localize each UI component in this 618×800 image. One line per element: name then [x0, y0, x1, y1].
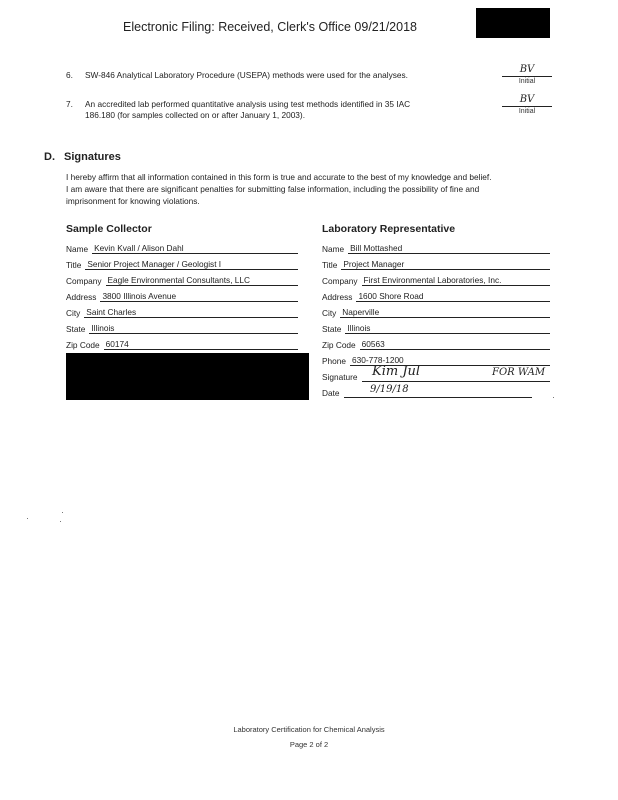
collector-address-field[interactable] — [66, 289, 298, 302]
lab-company-label: Company — [322, 276, 358, 286]
collector-state-field[interactable] — [66, 321, 298, 334]
collector-title-field[interactable] — [66, 257, 298, 270]
collector-address-value: 3800 Illinois Avenue — [100, 291, 298, 302]
scan-speck — [553, 397, 554, 398]
lab-phone-field[interactable] — [322, 353, 550, 366]
lab-zip-field[interactable] — [322, 337, 550, 350]
lab-company-field[interactable] — [322, 273, 550, 286]
collector-title-label: Title — [66, 260, 82, 270]
lab-name-field[interactable] — [322, 241, 550, 254]
lab-state-label: State — [322, 324, 342, 334]
collector-name-value: Kevin Kvall / Alison Dahl — [92, 243, 298, 254]
lab-company-value: First Environmental Laboratories, Inc. — [362, 275, 550, 286]
lab-date-label: Date — [322, 388, 340, 398]
lab-address-field[interactable] — [322, 289, 550, 302]
lab-phone-value: 630-778-1200 — [350, 355, 550, 366]
item-6-number: 6. — [66, 70, 73, 80]
lab-state-field[interactable] — [322, 321, 550, 334]
affirmation-line-2: I am aware that there are significant penalties for submitting false information, including the possibility of fine and — [66, 184, 480, 194]
collector-city-label: City — [66, 308, 81, 318]
lab-date-field[interactable] — [322, 385, 532, 398]
scan-speck — [62, 512, 63, 513]
lab-title-value: Project Manager — [341, 259, 550, 270]
collector-company-value: Eagle Environmental Consultants, LLC — [106, 275, 298, 286]
collector-company-label: Company — [66, 276, 102, 286]
collector-title-value: Senior Project Manager / Geologist I — [85, 259, 298, 270]
lab-title-label: Title — [322, 260, 338, 270]
lab-name-value: Bill Mottashed — [348, 243, 550, 254]
lab-city-field[interactable] — [322, 305, 550, 318]
footer-page-number: Page 2 of 2 — [289, 740, 329, 749]
collector-city-field[interactable] — [66, 305, 298, 318]
lab-date-value — [344, 397, 532, 398]
section-d-title: Signatures — [64, 151, 121, 163]
handwritten-signature-for: FOR WAM — [492, 367, 546, 378]
collector-name-field[interactable] — [66, 241, 298, 254]
collector-state-value: Illinois — [89, 323, 298, 334]
item-7-initial — [502, 94, 552, 115]
lab-address-label: Address — [322, 292, 353, 302]
affirmation-line-1: I hereby affirm that all information contained in this form is true and accurate to the best of my knowledge and belief. — [66, 172, 492, 182]
redaction-block-collector-signature — [66, 353, 309, 400]
redaction-block-top — [476, 8, 550, 38]
collector-company-field[interactable] — [66, 273, 298, 286]
lab-zip-label: Zip Code — [322, 340, 356, 350]
handwritten-date: 9/19/18 — [370, 384, 409, 395]
filing-stamp: Electronic Filing: Received, Clerk's Office 09/21/2018 — [123, 20, 417, 34]
item-7-initial-label: Initial — [518, 108, 536, 115]
lab-rep-heading: Laboratory Representative — [322, 223, 456, 235]
scan-speck — [60, 521, 61, 522]
collector-zip-value: 60174 — [104, 339, 298, 350]
item-7-initial-mark: BV — [502, 94, 552, 107]
collector-state-label: State — [66, 324, 86, 334]
lab-phone-label: Phone — [322, 356, 346, 366]
item-6-initial-mark: BV — [502, 64, 552, 77]
lab-signature-value — [362, 381, 550, 382]
collector-name-label: Name — [66, 244, 89, 254]
collector-address-label: Address — [66, 292, 97, 302]
item-6-initial — [502, 64, 552, 85]
lab-city-label: City — [322, 308, 337, 318]
item-7-text-line2: 186.180 (for samples collected on or after January 1, 2003). — [85, 110, 305, 120]
item-6-text: SW-846 Analytical Laboratory Procedure (USEPA) methods were used for the analyses. — [85, 70, 408, 80]
lab-city-value: Naperville — [340, 307, 550, 318]
lab-title-field[interactable] — [322, 257, 550, 270]
item-7-number: 7. — [66, 99, 73, 109]
item-7-text-line1: An accredited lab performed quantitative analysis using test methods identified in 35 IAC — [85, 99, 411, 109]
affirmation-line-3: imprisonment for knowing violations. — [66, 196, 200, 206]
sample-collector-heading: Sample Collector — [66, 223, 152, 235]
section-d-letter: D. — [44, 151, 55, 163]
item-6-initial-label: Initial — [518, 78, 536, 85]
lab-zip-value: 60563 — [360, 339, 550, 350]
handwritten-signature: Kim Jul — [372, 364, 421, 379]
collector-zip-field[interactable] — [66, 337, 298, 350]
lab-name-label: Name — [322, 244, 345, 254]
scan-speck — [27, 518, 28, 519]
lab-signature-label: Signature — [322, 372, 358, 382]
collector-zip-label: Zip Code — [66, 340, 100, 350]
collector-city-value: Saint Charles — [84, 307, 298, 318]
lab-state-value: Illinois — [345, 323, 550, 334]
lab-address-value: 1600 Shore Road — [356, 291, 550, 302]
footer-doc-title: Laboratory Certification for Chemical Analysis — [233, 725, 385, 734]
